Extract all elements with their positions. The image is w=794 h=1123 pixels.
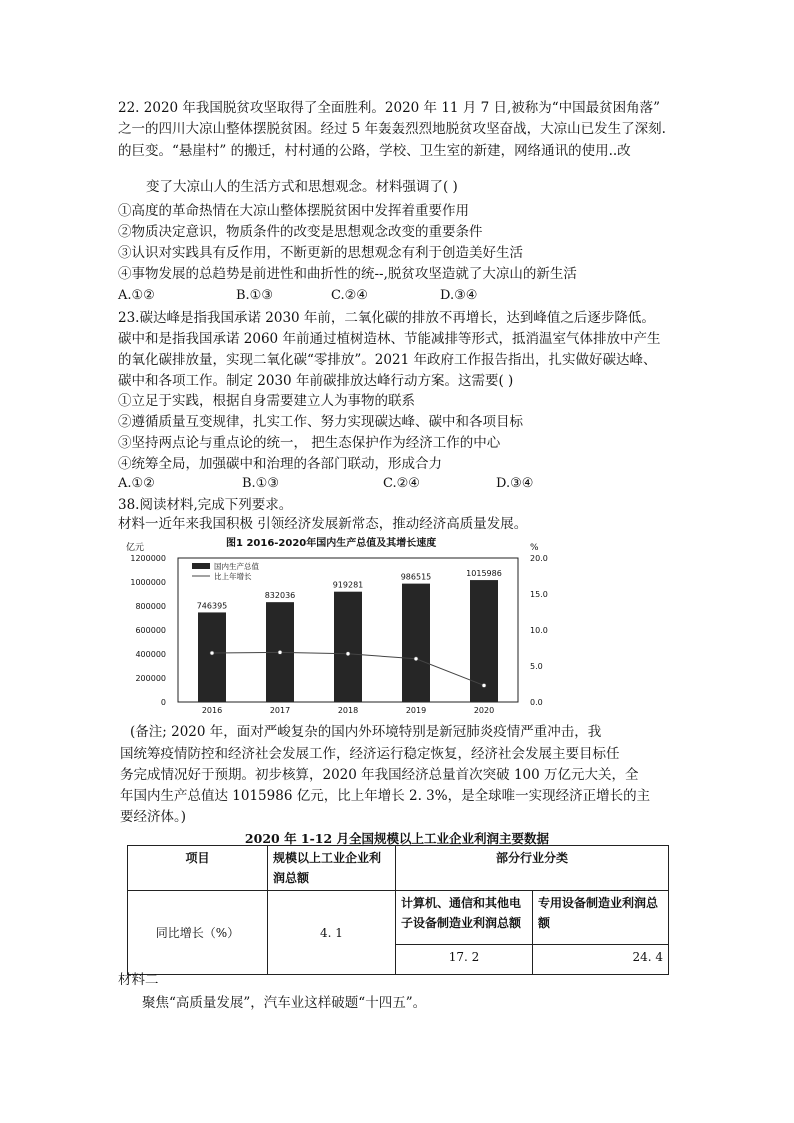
chart-bar-label: 986515 (400, 572, 432, 582)
chart-bar-label: 746395 (196, 601, 228, 611)
q23-options (118, 476, 678, 494)
q23-option-a[interactable]: A.①② (118, 476, 155, 491)
q23-option-c[interactable]: C.②④ (383, 476, 420, 491)
material-1-intro: 材料一近年来我国积极 引领经济发展新常态，推动经济高质量发展。 (118, 516, 528, 532)
q23-stem-line-3: 的氧化碳排放量，实现二氧化碳“零排放”。2021 年政府工作报告指出，扎实做好碳达峰、 (118, 352, 657, 368)
q22-statement-2: ②物质决定意识，物质条件的改变是思想观念改变的重要条件 (118, 224, 483, 240)
table-header-item: 项目 (128, 846, 268, 891)
chart-bar (402, 584, 430, 702)
q22-statement-3: ③认识对实践具有反作用，不断更新的思想观念有利于创造美好生活 (118, 245, 523, 261)
q23-statement-2: ②遵循质量互变规律，扎实工作、努力实现碳达峰、碳中和各项目标 (118, 414, 523, 430)
material-2-text: 聚焦“高质量发展”，汽车业这样破题“十四五”。 (142, 995, 427, 1011)
chart-x-tick: 2016 (201, 706, 223, 714)
table-cell-computer: 17. 2 (396, 945, 533, 975)
q22-option-c[interactable]: C.②④ (331, 288, 368, 303)
gdp-chart-svg (118, 534, 558, 714)
profit-table-title: 2020 年 1-12 月全国规模以上工业企业利润主要数据 (244, 831, 550, 846)
q23-option-d[interactable]: D.③④ (496, 476, 534, 491)
profit-table (127, 845, 669, 975)
chart-right-tick: 10.0 (530, 626, 548, 635)
material-1-note-4: 年国内生产总值达 1015986 亿元，比上年增长 2. 3%，是全球唯一实现经济正增长的主 (120, 788, 651, 804)
chart-legend-bar-swatch (192, 563, 210, 569)
chart-left-tick: 800000 (135, 602, 166, 611)
chart-x-tick: 2018 (337, 706, 359, 714)
q23-stem-line-1: 23.碳达峰是指我国承诺 2030 年前，二氧化碳的排放不再增长，达到峰值之后逐步降低。 (118, 310, 655, 326)
chart-right-tick: 15.0 (530, 590, 548, 599)
chart-title: 图1 2016-2020年国内生产总值及其增长速度 (226, 538, 437, 549)
chart-bar (198, 612, 226, 702)
table-header-partial: 部分行业分类 (396, 846, 669, 891)
table-header-computer: 计算机、通信和其他电子设备制造业利润总额 (396, 891, 533, 945)
q23-statement-1: ①立足于实践，根据自身需要建立人为事物的联系 (118, 393, 415, 409)
table-header-total: 规模以上工业企业利润总额 (268, 846, 396, 891)
q22-option-d[interactable]: D.③④ (440, 288, 478, 303)
chart-bar-label: 919281 (332, 580, 364, 590)
chart-growth-point (414, 657, 418, 661)
gdp-chart (118, 534, 558, 714)
q22-option-b[interactable]: B.①③ (236, 288, 273, 303)
chart-bar-label: 832036 (264, 591, 296, 601)
material-1-note-3: 务完成情况好于预期。初步核算，2020 年我国经济总量首次突破 100 万亿元大关，全 (120, 767, 639, 783)
chart-growth-point (210, 651, 214, 655)
q22-stem-line-4: 变了大凉山人的生活方式和思想观念。材料强调了( ) (146, 179, 458, 195)
material-1-note-1: (备注; 2020 年，面对严峻复杂的国内外环境特别是新冠肺炎疫情严重冲击，我 (130, 724, 602, 740)
material-1-note-5: 要经济体。) (120, 809, 187, 825)
table-row-label: 同比增长（%） (128, 891, 268, 975)
chart-left-tick: 200000 (135, 674, 166, 683)
chart-x-tick: 2020 (473, 706, 495, 714)
chart-growth-point (278, 650, 282, 654)
chart-growth-point (346, 652, 350, 656)
q22-stem-line-2: 之一的四川大凉山整体摆脱贫困。经过 5 年轰轰烈烈地脱贫攻坚奋战，大凉山已发生了深刻. (118, 121, 666, 137)
material-1-note-2: 国统筹疫情防控和经济社会发展工作，经济运行稳定恢复，经济社会发展主要目标任 (120, 746, 620, 762)
chart-right-tick: 20.0 (530, 554, 548, 563)
q22-statement-1: ①高度的革命热情在大凉山整体摆脱贫困中发挥着重要作用 (118, 203, 469, 219)
chart-right-tick: 0.0 (530, 698, 543, 707)
chart-bar (334, 592, 362, 702)
chart-left-unit: 亿元 (126, 543, 145, 553)
material-2-label: 材料二 (118, 972, 159, 988)
chart-bar-label: 1015986 (466, 569, 502, 579)
chart-right-tick: 5.0 (530, 662, 543, 671)
q23-stem-line-4: 碳中和各项工作。制定 2030 年前碳排放达峰行动方案。这需要( ) (118, 373, 514, 389)
q22-stem-line-1: 22. 2020 年我国脱贫攻坚取得了全面胜利。2020 年 11 月 7 日,被称为“中国最贫困角落” (118, 100, 661, 116)
chart-legend-line-label: 比上年增长 (214, 572, 252, 581)
chart-left-tick: 400000 (135, 650, 166, 659)
q22-statement-4: ④事物发展的总趋势是前进性和曲折性的统--,脱贫攻坚造就了大凉山的新生活 (118, 266, 577, 282)
chart-legend-bar-label: 国内生产总值 (214, 562, 259, 571)
table-cell-special: 24. 4 (533, 945, 669, 975)
q23-option-b[interactable]: B.①③ (242, 476, 279, 491)
q23-statement-3: ③坚持两点论与重点论的统一， 把生态保护作为经济工作的中心 (118, 435, 501, 451)
q23-stem-line-2: 碳中和是指我国承诺 2060 年前通过植树造林、节能减排等形式，抵消温室气体排放中产生 (118, 331, 661, 347)
table-cell-total: 4. 1 (268, 891, 396, 975)
chart-growth-point (482, 683, 486, 687)
chart-left-tick: 1200000 (130, 554, 166, 563)
q22-option-a[interactable]: A.①② (118, 288, 155, 303)
q38-stem: 38.阅读材料,完成下列要求。 (118, 497, 293, 513)
chart-left-tick: 1000000 (130, 578, 166, 587)
chart-left-tick: 600000 (135, 626, 166, 635)
q22-options (118, 288, 678, 306)
chart-x-tick: 2017 (269, 706, 291, 714)
chart-right-unit: % (530, 543, 539, 553)
chart-x-tick: 2019 (405, 706, 427, 714)
q23-statement-4: ④统筹全局，加强碳中和治理的各部门联动，形成合力 (118, 456, 442, 472)
chart-left-tick: 0 (160, 698, 166, 707)
table-header-special: 专用设备制造业利润总额 (533, 891, 669, 945)
q22-stem-line-3: 的巨变。“悬崖村” 的搬迁，村村通的公路，学校、卫生室的新建，网络通讯的使用..改 (118, 143, 631, 159)
